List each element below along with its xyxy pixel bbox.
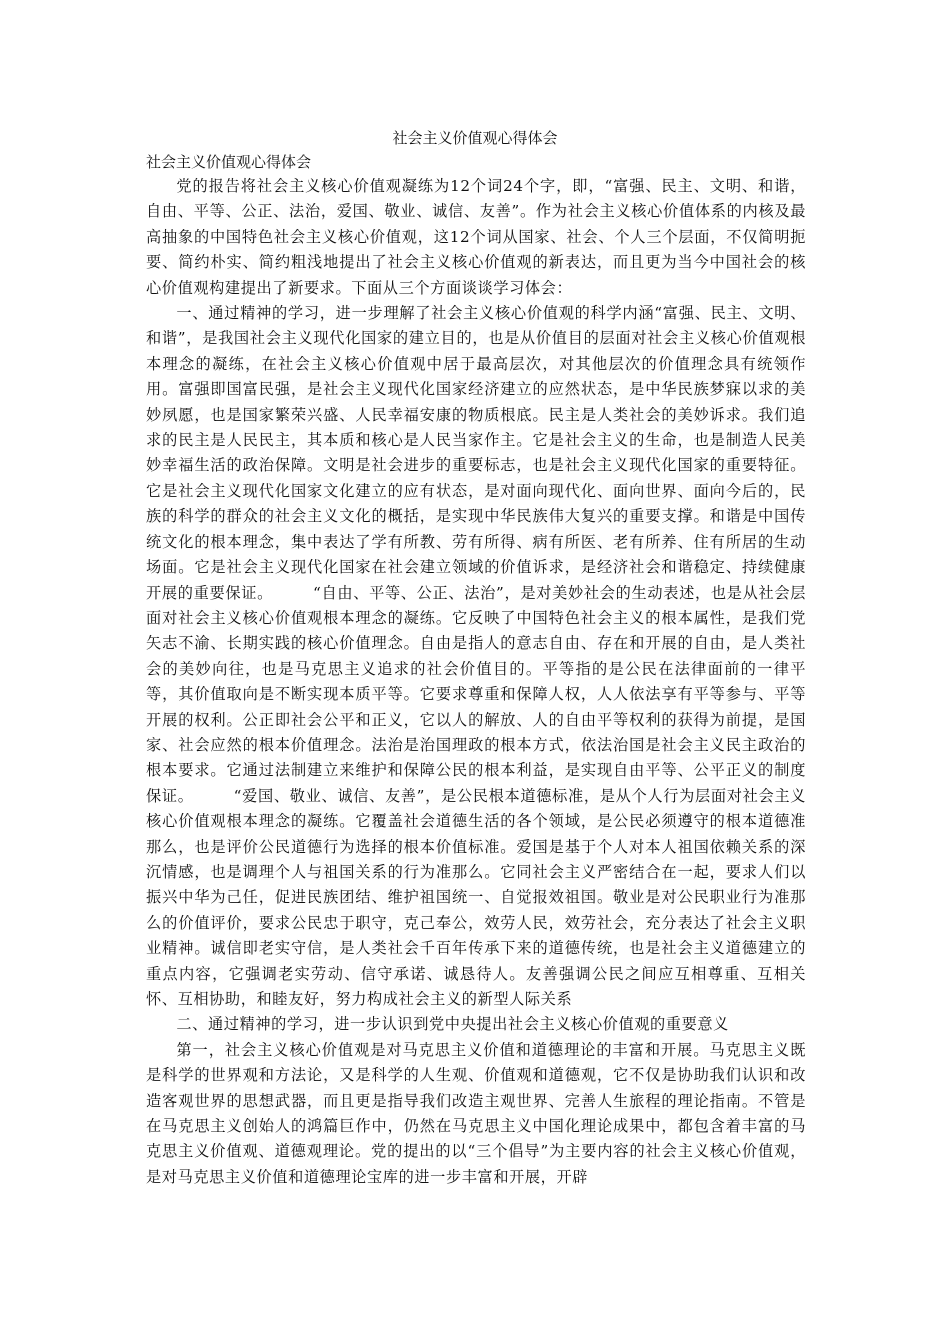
paragraph-section-one: 一、通过精神的学习，进一步理解了社会主义核心价值观的科学内涵“富强、民主、文明、和谐”，是我国社会主义现代化国家的建立目的，也是从价值目的层面对社会主义核心价值观根本理念的凝练，在社会主义核心价值观中居于最高层次，对其他层次的价值理念具有统领作用。富强即国富民强，是社会主义现代化国家经济建立的应然状态，是中华民族梦寐以求的美妙夙愿，也是国家繁荣兴盛、人民幸福安康的物质根底。民主是人类社会的美妙诉求。我们追求的民主是人民民主，其本质和核心是人民当家作主。它是社会主义的生命，也是制造人民美妙幸福生活的政治保障。文明是社会进步的重要标志，也是社会主义现代化国家的重要特征。它是社会主义现代化国家文化建立的应有状态，是对面向现代化、面向世界、面向今后的，民族的科学的群众的社会主义文化的概括，是实现中华民族伟大复兴的重要支撑。和谐是中国传统文化的根本理念，集中表达了学有所教、劳有所得、病有所医、老有所养、住有所居的生动场面。它是社会主义现代化国家在社会建立领域的价值诉求，是经济社会和谐稳定、持续健康开展的重要保证。 “自由、平等、公正、法治”，是对美妙社会的生动表述，也是从社会层面对社会主义核心价值观根本理念的凝练。它反映了中国特色社会主义的根本属性，是我们党矢志不渝、长期实践的核心价值理念。自由是指人的意志自由、存在和开展的自由，是人类社会的美妙向往，也是马克思主义追求的社会价值目的。平等指的是公民在法律面前的一律平等，其价值取向是不断实现本质平等。它要求尊重和保障人权，人人依法享有平等参与、平等开展的权利。公正即社会公平和正义，它以人的解放、人的自由平等权利的获得为前提，是国家、社会应然的根本价值理念。法治是治国理政的根本方式，依法治国是社会主义民主政治的根本要求。它通过法制建立来维护和保障公民的根本利益，是实现自由平等、公平正义的制度保证。 “爱国、敬业、诚信、友善”，是公民根本道德标准，是从个人行为层面对社会主义核心价值观根本理念的凝练。它覆盖社会道德生活的各个领域，是公民必须遵守的根本道德准那么，也是评价公民道德行为选择的根本价值标准。爱国是基于个人对本人祖国依赖关系的深沉情感，也是调理个人与祖国关系的行为准那么。它同社会主义严密结合在一起，要求人们以振兴中华为己任，促进民族团结、维护祖国统一、自觉报效祖国。敬业是对公民职业行为准那么的价值评价，要求公民忠于职守，克己奉公，效劳人民，效劳社会，充分表达了社会主义职业精神。诚信即老实守信，是人类社会千百年传承下来的道德传统，也是社会主义道德建立的重点内容，它强调老实劳动、信守承诺、诚恳待人。友善强调公民之间应互相尊重、互相关怀、互相协助，和睦友好，努力构成社会主义的新型人际关系: [146, 304, 806, 1008]
paragraph-intro: 党的报告将社会主义核心价值观凝练为12个词24个字，即，“富强、民主、文明、和谐，自由、平等、公正、法治，爱国、敬业、诚信、友善”。作为社会主义核心价值体系的内核及最高抽象的中国特色社会主义核心价值观，这12个词从国家、社会、个人三个层面，不仅简明扼要、简约朴实、简约粗浅地提出了社会主义核心价值观的新表达，而且更为当今中国社会的核心价值观构建提出了新要求。下面从三个方面谈谈学习体会：: [146, 177, 806, 297]
document-subtitle: 社会主义价值观心得体会: [146, 153, 312, 171]
document-body: [146, 174, 806, 1190]
paragraph-section-two-first: 第一，社会主义核心价值观是对马克思主义价值和道德理论的丰富和开展。马克思主义既是科学的世界观和方法论，又是科学的人生观、价值观和道德观，它不仅是协助我们认识和改造客观世界的思想武器，而且更是指导我们改造主观世界、完善人生旅程的理论指南。不管是在马克思主义创始人的鸿篇巨作中，仍然在马克思主义中国化理论成果中，都包含着丰富的马克思主义价值观、道德观理论。党的提出的以“三个倡导”为主要内容的社会主义核心价值观，是对马克思主义价值和道德理论宝库的进一步丰富和开展，开辟: [146, 1040, 806, 1186]
document-title: 社会主义价值观心得体会: [392, 129, 558, 147]
paragraph-section-two-heading: 二、通过精神的学习，进一步认识到党中央提出社会主义核心价值观的重要意义: [176, 1015, 729, 1034]
